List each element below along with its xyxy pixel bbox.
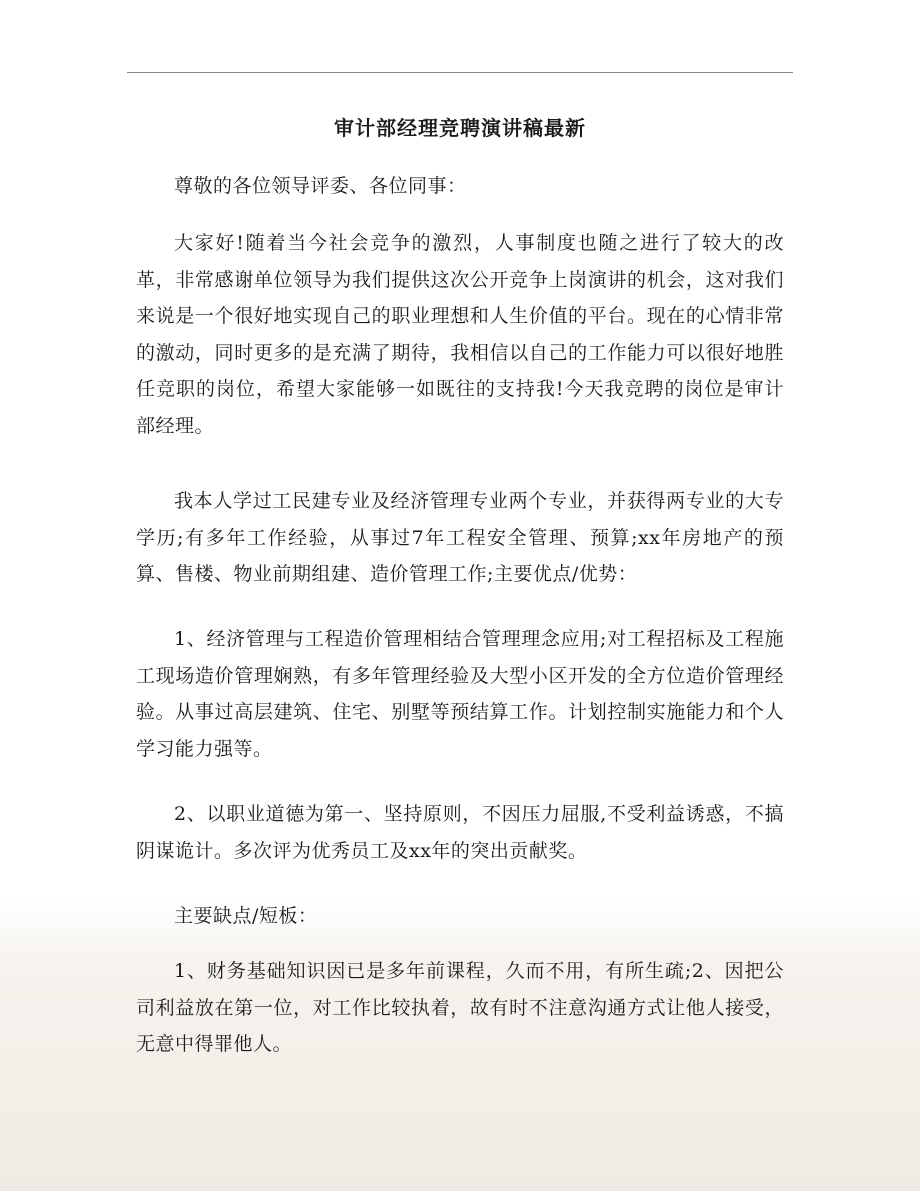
paragraph-strength-1: 1、经济管理与工程造价管理相结合管理理念应用;对工程招标及工程施工现场造价管理娴熟，有多年管理经验及大型小区开发的全方位造价管理经验。从事过高层建筑、住宅、别墅等预结算工作。计划控制实施能力和个人学习能力强等。 — [136, 628, 784, 760]
header-rule — [127, 72, 793, 73]
salutation: 尊敬的各位领导评委、各位同事： — [174, 175, 467, 197]
document-title: 审计部经理竞聘演讲稿最新 — [334, 116, 586, 140]
paragraph-intro: 大家好!随着当今社会竞争的激烈，人事制度也随之进行了较大的改革，非常感谢单位领导为我们提供这次公开竞争上岗演讲的机会，这对我们来说是一个很好地实现自己的职业理想和人生价值的平台。现在的心情非常的激动，同时更多的是充满了期待，我相信以自己的工作能力可以很好地胜任竞职的岗位，希望大家能够一如既往的支持我!今天我竞聘的岗位是审计部经理。 — [136, 232, 784, 437]
paragraph-background: 我本人学过工民建专业及经济管理专业两个专业，并获得两专业的大专学历;有多年工作经验，从事过7年工程安全管理、预算;xx年房地产的预算、售楼、物业前期组建、造价管理工作;主要优点/优势： — [136, 490, 784, 585]
paragraph-strength-2: 2、以职业道德为第一、坚持原则，不因压力屈服,不受利益诱惑，不搞阴谋诡计。多次评为优秀员工及xx年的突出贡献奖。 — [136, 803, 784, 862]
paragraph-weakness-1: 1、财务基础知识因已是多年前课程，久而不用，有所生疏;2、因把公司利益放在第一位，对工作比较执着，故有时不注意沟通方式让他人接受，无意中得罪他人。 — [136, 960, 784, 1055]
paragraph-weakness-heading: 主要缺点/短板： — [174, 905, 318, 927]
